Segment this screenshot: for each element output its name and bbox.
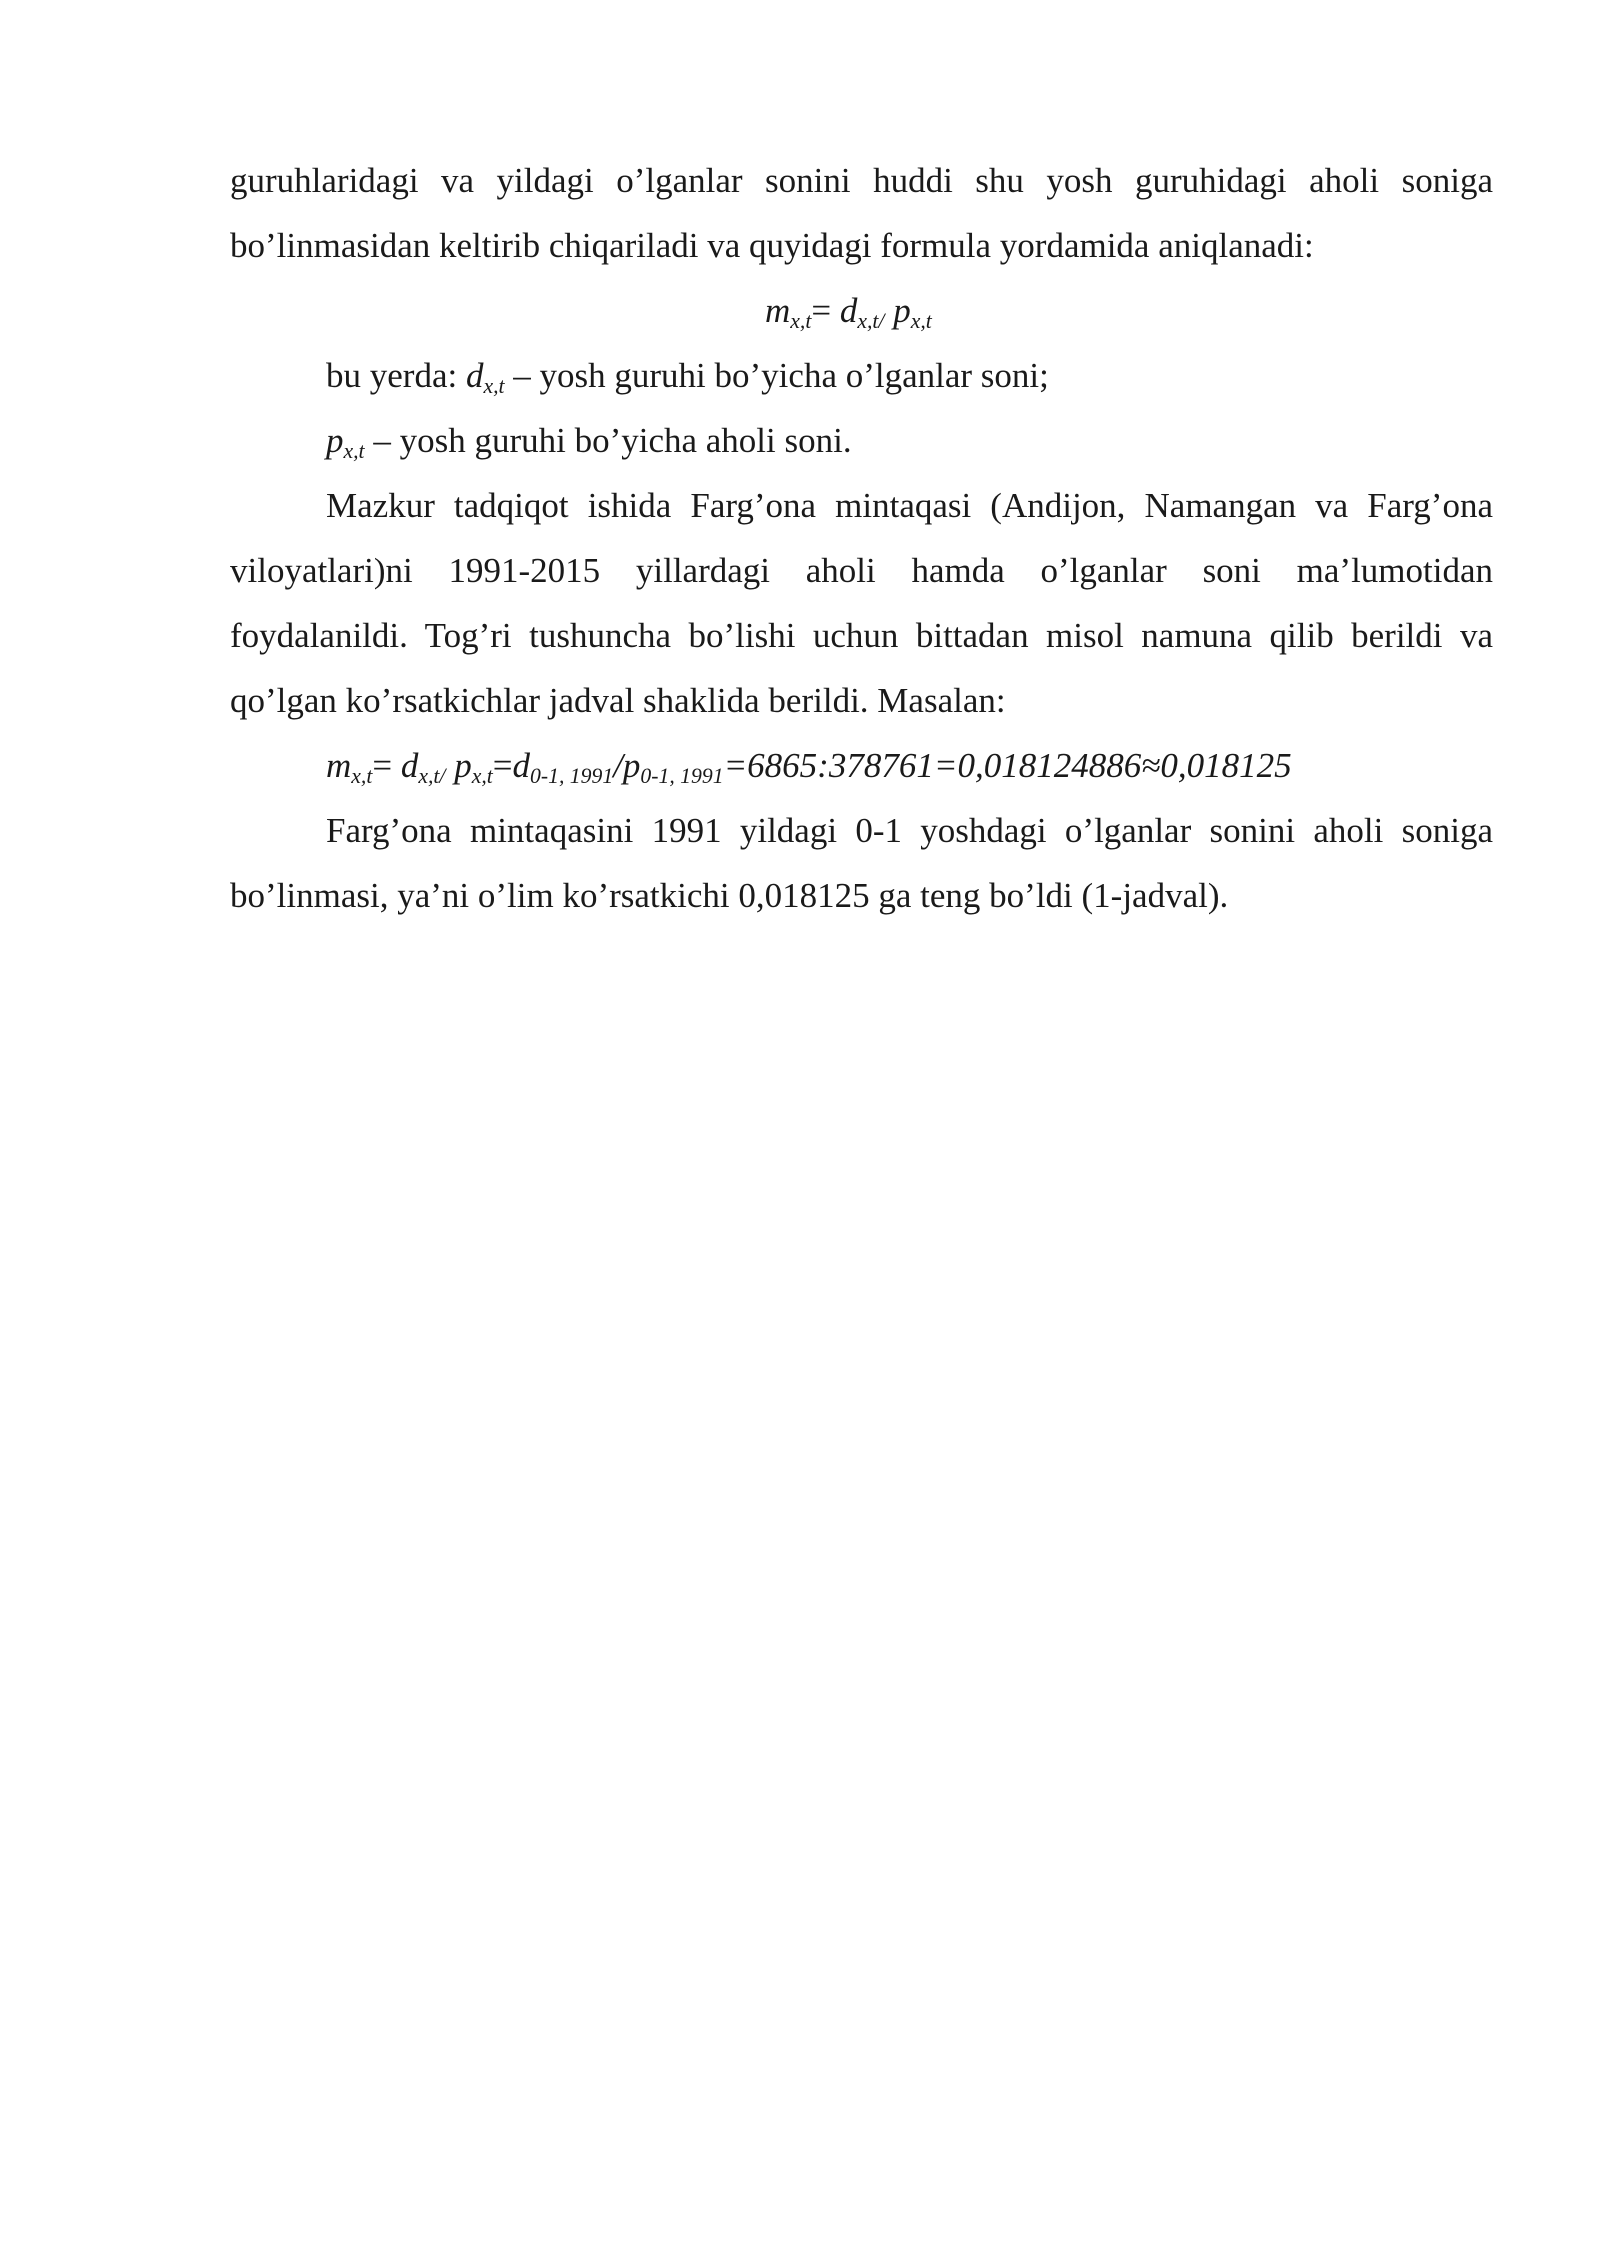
paragraph-line: viloyatlari)ni 1991-2015 yillardagi aholi hamda o’lganlar soni ma’lumotidan (230, 551, 1493, 590)
definition-p (230, 408, 1493, 473)
formula-d: d (465, 356, 484, 395)
definition-prefix: bu yerda: (326, 356, 466, 395)
formula-subscript: x,t (343, 439, 365, 464)
formula-subscript: x,t (790, 309, 812, 334)
example-formula (230, 733, 1493, 798)
paragraph-line: Farg’ona mintaqasini 1991 yildagi 0-1 yoshdagi o’lganlar sonini aholi soniga (326, 811, 1493, 850)
formula-subscript: x,t (471, 764, 493, 789)
paragraph-line: foydalanildi. Tog’ri tushuncha bo’lishi uchun bittadan misol namuna qilib berildi va (230, 616, 1493, 655)
mortality-formula (230, 278, 1493, 343)
formula-eq: = (492, 746, 513, 785)
formula-p: p (326, 421, 344, 460)
formula-p: p (893, 291, 911, 330)
formula-eq: = (372, 746, 393, 785)
formula-d: d (400, 746, 419, 785)
formula-result: =6865:378761=0,018124886≈0,018125 (723, 746, 1292, 785)
formula-subscript: x,t (910, 309, 932, 334)
formula-eq: = (811, 291, 832, 330)
paragraph-line: qo’lgan ko’rsatkichlar jadval shaklida berildi. Masalan: (230, 681, 1006, 720)
formula-subscript: x,t (351, 764, 373, 789)
definition-text: – yosh guruhi bo’yicha aholi soni. (373, 421, 852, 460)
paragraph-line: bo’linmasidan keltirib chiqariladi va quyidagi formula yordamida aniqlanadi: (230, 226, 1314, 265)
paragraph-line: bo’linmasi, ya’ni o’lim ko’rsatkichi 0,018125 ga teng bo’ldi (1-jadval). (230, 876, 1229, 915)
definition-d (230, 343, 1493, 408)
formula-subscript: x,t/ (418, 764, 446, 789)
formula-p: p (454, 746, 472, 785)
formula-subscript: x,t (483, 374, 505, 399)
formula-subscript: 0-1, 1991 (530, 764, 614, 789)
paragraph-line: Mazkur tadqiqot ishida Farg’ona mintaqasi (Andijon, Namangan va Farg’ona (326, 486, 1493, 525)
formula-slash: / (613, 746, 623, 785)
formula-subscript: x,t/ (857, 309, 885, 334)
formula-m: m (765, 291, 791, 330)
formula-m: m (326, 746, 352, 785)
formula-subscript: 0-1, 1991 (640, 764, 724, 789)
formula-p: p (622, 746, 641, 785)
formula-d: d (512, 746, 531, 785)
definition-text: – yosh guruhi bo’yicha o’lganlar soni; (513, 356, 1049, 395)
formula-d: d (839, 291, 858, 330)
document-body (230, 148, 1493, 928)
paragraph-line: guruhlaridagi va yildagi o’lganlar sonini huddi shu yosh guruhidagi aholi soniga (230, 161, 1493, 200)
